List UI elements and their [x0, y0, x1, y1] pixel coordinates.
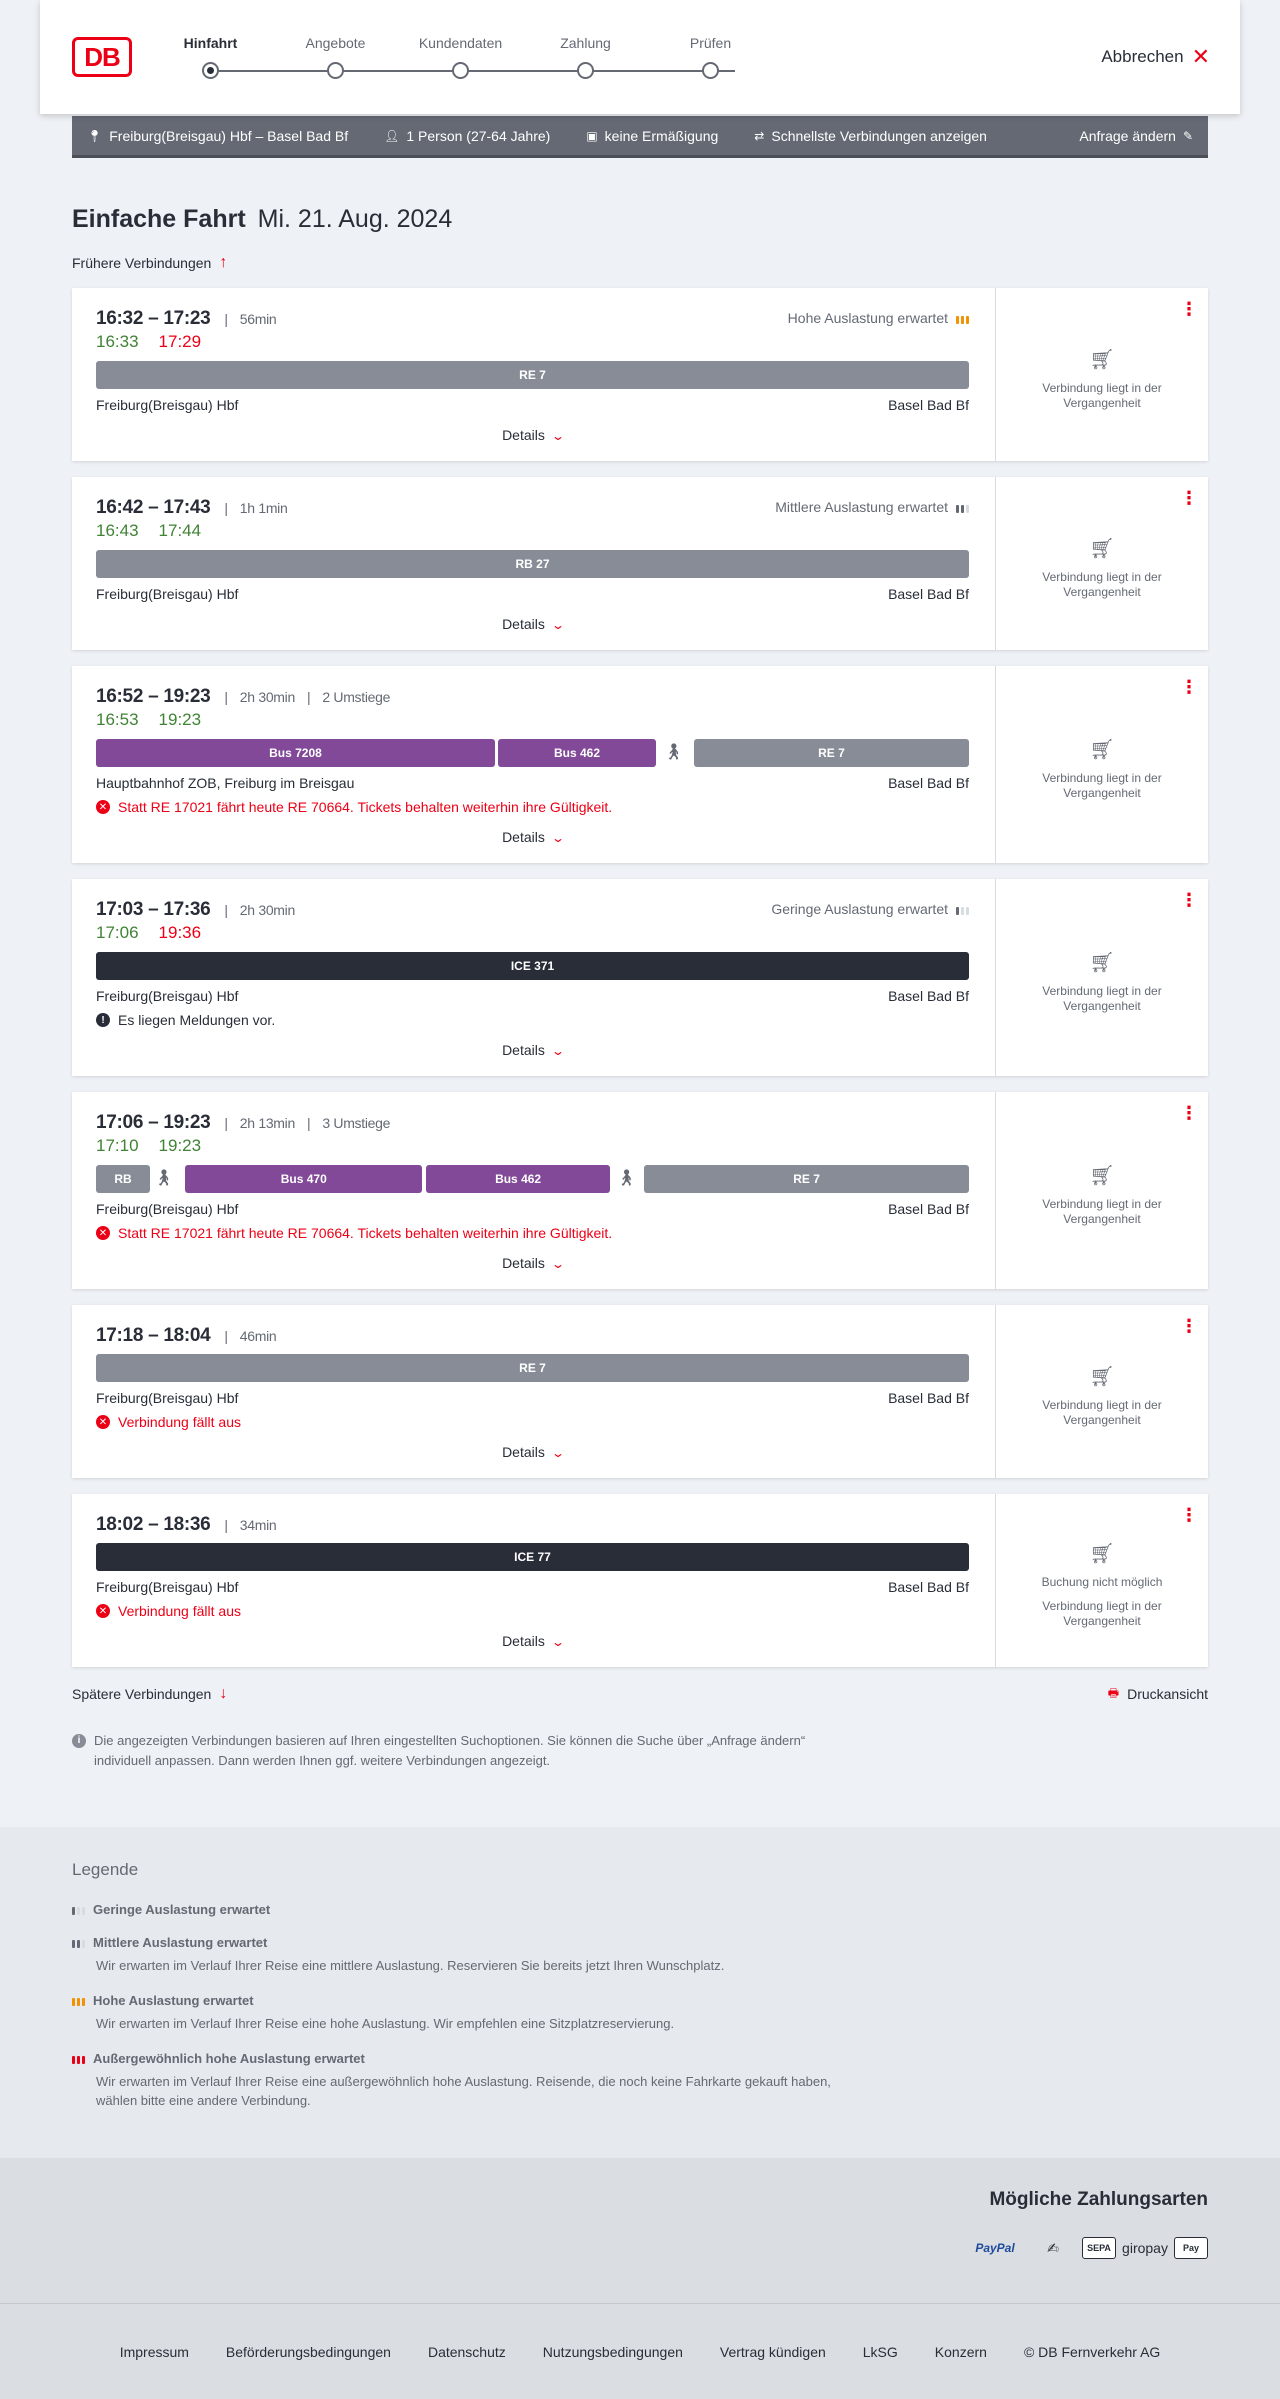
- destination-station: Basel Bad Bf: [888, 586, 969, 602]
- booking-panel: [995, 1092, 1208, 1289]
- more-options-icon[interactable]: ⋮: [1180, 1505, 1198, 1525]
- duration: 2h 30min: [239, 902, 295, 918]
- destination-station: Basel Bad Bf: [888, 1579, 969, 1595]
- occupancy-bar: [956, 316, 959, 324]
- separator: |: [224, 1115, 228, 1131]
- transfers: 2 Umstiege: [322, 689, 391, 705]
- step-label: Prüfen: [689, 35, 732, 51]
- change-request-button[interactable]: [1079, 128, 1193, 144]
- planned-times: 18:02 – 18:36: [96, 1514, 211, 1535]
- connection-card: [72, 666, 1208, 863]
- occupancy-bar: [966, 316, 969, 324]
- past-connection-note: Verbindung liegt in der Vergangenheit: [1042, 1398, 1162, 1427]
- duration: 1h 1min: [239, 500, 288, 516]
- realtime-arrival: 17:29: [158, 332, 202, 351]
- journey-segment[interactable]: ICE 77: [96, 1543, 969, 1571]
- footer-link[interactable]: Konzern: [934, 2343, 987, 2360]
- fastest-summary: [754, 128, 987, 144]
- booking-panel: [995, 666, 1208, 863]
- details-label: Details: [502, 1255, 545, 1271]
- connection-times: [96, 497, 287, 519]
- legend-item-title: [72, 1935, 832, 1950]
- footer-link: © DB Fernverkehr AG: [1023, 2343, 1161, 2360]
- occupancy-bar: [82, 1998, 85, 2006]
- legend-item: [72, 1902, 832, 1917]
- occupancy-bar: [961, 505, 964, 513]
- db-logo[interactable]: DB: [72, 37, 132, 77]
- duration: 2h 30min: [239, 689, 295, 705]
- chevron-down-icon: ⌄: [550, 618, 565, 632]
- legend-item-label: Mittlere Auslastung erwartet: [93, 1935, 268, 1950]
- transfers: 3 Umstiege: [322, 1115, 391, 1131]
- location-pin-icon: 📍︎: [87, 128, 103, 143]
- occupancy-bar: [961, 907, 964, 915]
- planned-times: 16:32 – 17:23: [96, 308, 211, 329]
- legend-item: [72, 1993, 832, 2033]
- message-text: Es liegen Meldungen vor.: [118, 1012, 276, 1028]
- pencil-icon: ✎: [1182, 128, 1193, 143]
- realtime-departure: 17:10: [96, 1136, 139, 1155]
- travellers-text: 1 Person (27-64 Jahre): [406, 127, 551, 144]
- route-summary: [87, 128, 348, 144]
- request-summary-bar: [72, 116, 1208, 158]
- cart-unavailable-icon: 🛒︎: [1089, 739, 1115, 761]
- walking-icon: 🚶︎: [663, 744, 684, 761]
- stations: [96, 397, 969, 413]
- origin-station: Freiburg(Breisgau) Hbf: [96, 1579, 239, 1595]
- planned-times: 17:03 – 17:36: [96, 899, 211, 920]
- footer-link[interactable]: LkSG: [862, 2343, 898, 2360]
- close-icon: ✕: [1191, 44, 1210, 69]
- past-connection-note: Verbindung liegt in der Vergangenheit: [1042, 1599, 1162, 1628]
- occupancy-icon: [72, 1937, 85, 1948]
- occupancy-icon: [956, 904, 969, 915]
- travellers-summary: [384, 128, 550, 144]
- legend-list: [72, 1902, 1208, 2110]
- step-label: Hinfahrt: [183, 35, 238, 51]
- realtime-departure: 17:06: [96, 923, 139, 942]
- route-text: Freiburg(Breisgau) Hbf – Basel Bad Bf: [109, 127, 349, 144]
- legend-item-text: Wir erwarten im Verlauf Ihrer Reise eine mittlere Auslastung. Reservieren Sie bereits jetzt Ihren Wunschplatz.: [96, 1958, 725, 1973]
- occupancy-bar: [72, 1940, 75, 1948]
- arrow-down-icon: ↓: [219, 1685, 228, 1702]
- stations: [96, 1579, 969, 1595]
- occupancy-bar: [82, 1940, 85, 1948]
- chevron-down-icon: ⌄: [550, 1446, 565, 1460]
- details-label: Details: [502, 616, 545, 632]
- destination-station: Basel Bad Bf: [888, 988, 969, 1004]
- planned-times: 17:06 – 19:23: [96, 1112, 211, 1133]
- journey-segment[interactable]: Bus 462: [426, 1165, 610, 1193]
- error-icon: ✕: [96, 1415, 110, 1429]
- journey-segment[interactable]: RB: [96, 1165, 150, 1193]
- details-label: Details: [502, 1633, 545, 1649]
- realtime-times: [96, 521, 221, 541]
- legend-item-label: Außergewöhnlich hohe Auslastung erwartet: [93, 2051, 365, 2066]
- chevron-down-icon: ⌄: [550, 1257, 565, 1271]
- main-content: [72, 205, 1208, 1771]
- error-icon: ✕: [96, 1604, 110, 1618]
- occupancy-label: Geringe Auslastung erwartet: [771, 901, 948, 917]
- details-toggle[interactable]: [72, 1633, 993, 1649]
- legend-item-text: Wir erwarten im Verlauf Ihrer Reise eine außergewöhnlich hohe Auslastung. Reisende, die noch keine Fahrkarte gekauft haben, wählen bitte eine andere Verbindung.: [96, 2074, 831, 2108]
- realtime-arrival: 19:36: [158, 923, 202, 942]
- more-options-icon[interactable]: ⋮: [1180, 488, 1198, 508]
- journey-segment[interactable]: RB 27: [96, 550, 969, 578]
- connection-meta: [224, 311, 276, 327]
- realtime-departure: 16:33: [96, 332, 139, 351]
- occupancy-bar: [77, 1907, 80, 1915]
- payment-methods-title: Mögliche Zahlungsarten: [989, 2189, 1208, 2210]
- duration: 56min: [239, 311, 277, 327]
- connection-card: [72, 879, 1208, 1076]
- bottom-links: [72, 1685, 1208, 1703]
- message-text: Statt RE 17021 fährt heute RE 70664. Tickets behalten weiterhin ihre Gültigkeit.: [118, 1225, 613, 1241]
- journey-bar[interactable]: [96, 1354, 969, 1382]
- error-icon: ✕: [96, 800, 110, 814]
- warning-icon: !: [96, 1013, 110, 1027]
- connection-times: [96, 1112, 390, 1134]
- person-icon: 👤︎: [384, 128, 400, 143]
- legend-item-title: [72, 1902, 832, 1917]
- step-label: Kundendaten: [418, 35, 503, 51]
- cart-unavailable-icon: 🛒︎: [1089, 1165, 1115, 1187]
- occupancy-indicator[interactable]: [775, 499, 969, 515]
- footer-link[interactable]: Datenschutz: [427, 2343, 506, 2360]
- cancel-label: Abbrechen: [1101, 47, 1184, 66]
- journey-bar[interactable]: [96, 550, 969, 578]
- details-label: Details: [502, 1444, 545, 1460]
- occupancy-indicator[interactable]: [771, 901, 969, 917]
- connection-meta: [224, 689, 390, 705]
- destination-station: Basel Bad Bf: [888, 1201, 969, 1217]
- printer-icon: 🖶: [1107, 1685, 1120, 1700]
- fastest-text: Schnellste Verbindungen anzeigen: [771, 127, 987, 144]
- info-icon: i: [72, 1734, 86, 1748]
- cancel-button[interactable]: [1101, 44, 1210, 69]
- separator: |: [224, 500, 228, 516]
- cart-unavailable-icon: 🛒︎: [1089, 952, 1115, 974]
- occupancy-label: Mittlere Auslastung erwartet: [775, 499, 948, 515]
- legend-item-text: Wir erwarten im Verlauf Ihrer Reise eine hohe Auslastung. Wir empfehlen eine Sitzplatzreservierung.: [96, 2016, 675, 2031]
- occupancy-bar: [961, 316, 964, 324]
- cart-unavailable-icon: 🛒︎: [1089, 1543, 1115, 1565]
- occupancy-icon: [956, 502, 969, 513]
- occupancy-icon: [72, 1995, 85, 2006]
- connection-message: [96, 1414, 241, 1430]
- occupancy-bar: [82, 2056, 85, 2064]
- occupancy-icon: [72, 2053, 85, 2064]
- booking-panel: [995, 1494, 1208, 1667]
- connection-meta: [224, 1328, 276, 1344]
- connection-card: [72, 477, 1208, 650]
- journey-bar[interactable]: [96, 739, 969, 767]
- message-text: Verbindung fällt aus: [118, 1414, 241, 1430]
- message-text: Statt RE 17021 fährt heute RE 70664. Tickets behalten weiterhin ihre Gültigkeit.: [118, 799, 613, 815]
- occupancy-bar: [956, 505, 959, 513]
- origin-station: Freiburg(Breisgau) Hbf: [96, 586, 239, 602]
- booking-not-possible: Buchung nicht möglich: [1041, 1575, 1163, 1589]
- journey-bar[interactable]: [96, 1165, 969, 1193]
- journey-segment[interactable]: RE 7: [96, 1354, 969, 1382]
- info-note: [72, 1731, 832, 1771]
- journey-segment[interactable]: Bus 462: [498, 739, 655, 767]
- connection-times: [96, 1325, 276, 1347]
- chevron-down-icon: ⌄: [550, 1635, 565, 1649]
- realtime-departure: 16:43: [96, 521, 139, 540]
- connection-meta: [224, 1517, 276, 1533]
- legend-section: [0, 1827, 1280, 2158]
- connection-card: [72, 1092, 1208, 1289]
- occupancy-bar: [72, 1998, 75, 2006]
- later-connections-label: Spätere Verbindungen: [72, 1686, 212, 1702]
- walking-icon: 🚶︎: [153, 1170, 174, 1187]
- occupancy-bar: [966, 907, 969, 915]
- discount-summary: [586, 128, 718, 144]
- discount-text: keine Ermäßigung: [604, 127, 719, 144]
- planned-times: 16:42 – 17:43: [96, 497, 211, 518]
- cart-unavailable-icon: 🛒︎: [1089, 349, 1115, 371]
- more-options-icon[interactable]: ⋮: [1180, 890, 1198, 910]
- header: [40, 0, 1240, 114]
- legend-item-label: Geringe Auslastung erwartet: [93, 1902, 271, 1917]
- journey-segment[interactable]: RE 7: [644, 1165, 969, 1193]
- details-label: Details: [502, 829, 545, 845]
- separator: |: [224, 902, 228, 918]
- separator: |: [306, 1115, 311, 1131]
- duration: 2h 13min: [239, 1115, 295, 1131]
- legend-item: [72, 2051, 832, 2110]
- connection-times: [96, 308, 276, 330]
- chevron-down-icon: ⌄: [550, 831, 565, 845]
- realtime-times: [96, 923, 221, 943]
- message-text: Verbindung fällt aus: [118, 1603, 241, 1619]
- origin-station: Freiburg(Breisgau) Hbf: [96, 397, 239, 413]
- planned-times: 17:18 – 18:04: [96, 1325, 211, 1346]
- bahncard-icon: ▣: [586, 128, 598, 143]
- realtime-times: [96, 332, 221, 352]
- origin-station: Hauptbahnhof ZOB, Freiburg im Breisgau: [96, 775, 355, 791]
- connection-meta: [224, 500, 287, 516]
- details-toggle[interactable]: [72, 1255, 993, 1271]
- legend-item-title: [72, 1993, 832, 2008]
- details-label: Details: [502, 427, 545, 443]
- giropay-icon: giropay: [1122, 2240, 1168, 2256]
- occupancy-bar: [77, 1940, 80, 1948]
- later-connections-link[interactable]: [72, 1685, 227, 1703]
- stations: [96, 988, 969, 1004]
- journey-segment[interactable]: RE 7: [694, 739, 969, 767]
- occupancy-icon: [72, 1904, 85, 1915]
- origin-station: Freiburg(Breisgau) Hbf: [96, 1201, 239, 1217]
- paypal-icon: PayPal: [975, 2241, 1015, 2255]
- booking-panel: [995, 288, 1208, 461]
- journey-segment[interactable]: Bus 470: [185, 1165, 422, 1193]
- arrow-up-icon: ↑: [219, 254, 228, 271]
- print-view-label: Druckansicht: [1127, 1686, 1208, 1702]
- past-connection-note: Verbindung liegt in der Vergangenheit: [1042, 1197, 1162, 1226]
- connection-message: [96, 1225, 612, 1241]
- earlier-connections-label: Frühere Verbindungen: [72, 255, 212, 271]
- cart-unavailable-icon: 🛒︎: [1089, 1366, 1115, 1388]
- realtime-arrival: 19:23: [158, 710, 202, 729]
- journey-segment[interactable]: RE 7: [96, 361, 969, 389]
- more-options-icon[interactable]: ⋮: [1180, 299, 1198, 319]
- footer-link[interactable]: Vertrag kündigen: [719, 2343, 826, 2360]
- origin-station: Freiburg(Breisgau) Hbf: [96, 1390, 239, 1406]
- destination-station: Basel Bad Bf: [888, 775, 969, 791]
- connection-message: [96, 1012, 275, 1028]
- occupancy-label: Hohe Auslastung erwartet: [787, 310, 948, 326]
- realtime-times: [96, 1136, 221, 1156]
- footer-link[interactable]: Beförderungsbedingungen: [225, 2343, 391, 2360]
- connection-card: [72, 1305, 1208, 1478]
- origin-station: Freiburg(Breisgau) Hbf: [96, 988, 239, 1004]
- chevron-down-icon: ⌄: [550, 1044, 565, 1058]
- details-toggle[interactable]: [72, 1444, 993, 1460]
- booking-panel: [995, 477, 1208, 650]
- journey-bar[interactable]: [96, 361, 969, 389]
- chevron-down-icon: ⌄: [550, 429, 565, 443]
- more-options-icon[interactable]: ⋮: [1180, 1316, 1198, 1336]
- occupancy-bar: [956, 907, 959, 915]
- cart-unavailable-icon: 🛒︎: [1089, 538, 1115, 560]
- connection-list: [72, 288, 1208, 1667]
- separator: |: [224, 311, 228, 327]
- occupancy-bar: [77, 2056, 80, 2064]
- credit-card-icon: ✍: [1047, 2239, 1059, 2256]
- journey-segment[interactable]: ICE 371: [96, 952, 969, 980]
- occupancy-icon: [956, 313, 969, 324]
- past-connection-note: Verbindung liegt in der Vergangenheit: [1042, 984, 1162, 1013]
- planned-times: 16:52 – 19:23: [96, 686, 211, 707]
- duration: 46min: [239, 1328, 277, 1344]
- destination-station: Basel Bad Bf: [888, 397, 969, 413]
- realtime-arrival: 17:44: [158, 521, 202, 540]
- connection-message: [96, 1603, 241, 1619]
- connection-meta: [224, 902, 295, 918]
- connection-message: [96, 799, 612, 815]
- stations: [96, 1390, 969, 1406]
- walking-icon: 🚶︎: [616, 1170, 637, 1187]
- separator: |: [224, 1517, 228, 1533]
- past-connection-note: Verbindung liegt in der Vergangenheit: [1042, 771, 1162, 800]
- destination-station: Basel Bad Bf: [888, 1390, 969, 1406]
- connection-times: [96, 686, 390, 708]
- step-label: Zahlung: [560, 35, 611, 51]
- step-dot: [327, 62, 344, 79]
- connection-times: [96, 1514, 276, 1536]
- stations: [96, 775, 969, 791]
- stations: [96, 1201, 969, 1217]
- stations: [96, 586, 969, 602]
- occupancy-bar: [72, 2056, 75, 2064]
- separator: |: [306, 689, 311, 705]
- journey-segment[interactable]: Bus 7208: [96, 739, 495, 767]
- footer-link[interactable]: Nutzungsbedingungen: [542, 2343, 683, 2360]
- apple-pay-icon: Pay: [1174, 2237, 1208, 2259]
- journey-bar[interactable]: [96, 1543, 969, 1571]
- print-view-link[interactable]: [1108, 1685, 1208, 1703]
- trip-date: Mi. 21. Aug. 2024: [257, 205, 453, 233]
- past-connection-note: Verbindung liegt in der Vergangenheit: [1042, 381, 1162, 410]
- legend-item-label: Hohe Auslastung erwartet: [93, 1993, 254, 2008]
- step-dot: [577, 62, 594, 79]
- step-dot: [452, 62, 469, 79]
- details-toggle[interactable]: [72, 1042, 993, 1058]
- trip-type: Einfache Fahrt: [72, 205, 246, 233]
- details-toggle[interactable]: [72, 427, 993, 443]
- details-toggle[interactable]: [72, 829, 993, 845]
- connection-times: [96, 899, 295, 921]
- separator: |: [224, 1328, 228, 1344]
- journey-bar[interactable]: [96, 952, 969, 980]
- realtime-departure: 16:53: [96, 710, 139, 729]
- occupancy-bar: [966, 505, 969, 513]
- change-request-label: Anfrage ändern: [1079, 127, 1176, 144]
- sepa-icon: SEPA: [1082, 2237, 1116, 2259]
- footer-link[interactable]: Impressum: [119, 2343, 189, 2360]
- details-label: Details: [502, 1042, 545, 1058]
- payment-icons: [966, 2236, 1208, 2260]
- swap-arrows-icon: ⇄: [754, 128, 765, 143]
- past-connection-note: Verbindung liegt in der Vergangenheit: [1042, 570, 1162, 599]
- info-text: Die angezeigten Verbindungen basieren auf Ihren eingestellten Suchoptionen. Sie können die Suche über „Anfrage ändern“ individuell anpassen. Dann werden Ihnen ggf. weitere Verbindungen angezeigt.: [94, 1733, 806, 1768]
- footer: [0, 2303, 1280, 2399]
- legend-item: [72, 1935, 832, 1975]
- stepper-line: [210, 70, 735, 72]
- booking-panel: [995, 879, 1208, 1076]
- earlier-connections-link[interactable]: [72, 254, 1208, 272]
- occupancy-bar: [77, 1998, 80, 2006]
- occupancy-bar: [72, 1907, 75, 1915]
- error-icon: ✕: [96, 1226, 110, 1240]
- separator: |: [224, 689, 228, 705]
- payment-methods: [0, 2158, 1280, 2303]
- details-toggle[interactable]: [72, 616, 993, 632]
- duration: 34min: [239, 1517, 277, 1533]
- booking-panel: [995, 1305, 1208, 1478]
- realtime-times: [96, 710, 221, 730]
- page-title: [72, 205, 1208, 234]
- realtime-arrival: 19:23: [158, 1136, 202, 1155]
- step-dot: [702, 62, 719, 79]
- connection-card: [72, 288, 1208, 461]
- more-options-icon[interactable]: ⋮: [1180, 677, 1198, 697]
- step-label: Angebote: [305, 35, 366, 51]
- occupancy-indicator[interactable]: [788, 310, 969, 326]
- legend-title: Legende: [72, 1860, 139, 1879]
- step-dot: [202, 62, 219, 79]
- progress-stepper: [180, 0, 765, 114]
- connection-meta: [224, 1115, 390, 1131]
- more-options-icon[interactable]: ⋮: [1180, 1103, 1198, 1123]
- occupancy-bar: [82, 1907, 85, 1915]
- legend-item-title: [72, 2051, 832, 2066]
- connection-card: [72, 1494, 1208, 1667]
